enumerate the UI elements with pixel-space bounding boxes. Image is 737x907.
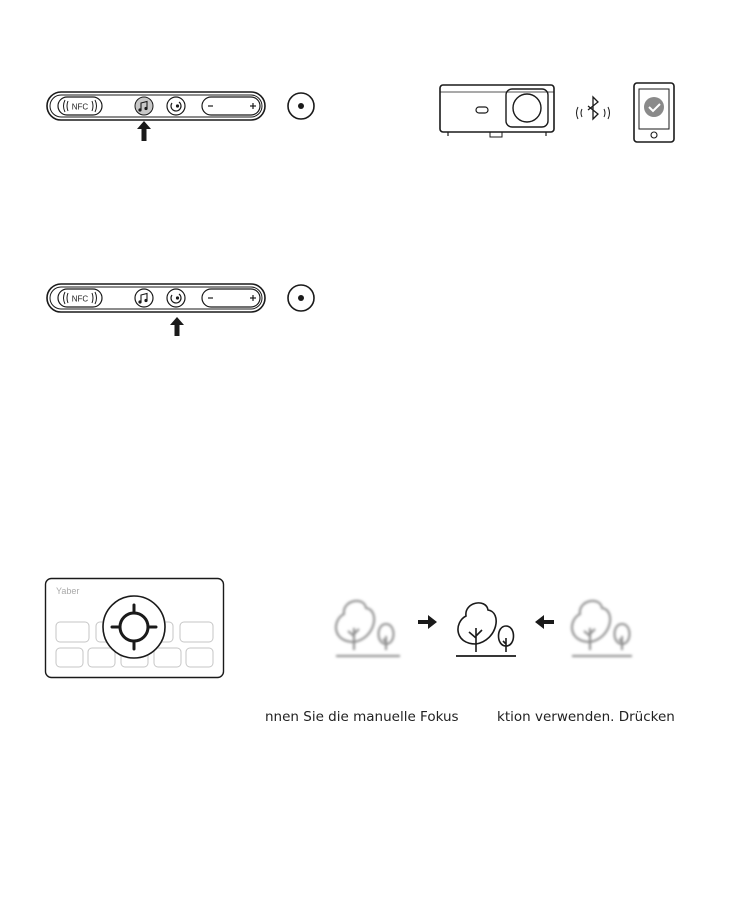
button-panel-1-graphic [44, 88, 324, 148]
focus-button[interactable] [167, 97, 185, 115]
up-arrow-icon [170, 317, 184, 336]
blurry-tree-left-icon [336, 601, 400, 656]
right-arrow-icon [418, 615, 437, 629]
nfc-button[interactable] [58, 289, 102, 307]
bluetooth-pairing-illustration [436, 80, 682, 148]
focus-button[interactable] [167, 289, 185, 307]
blurry-tree-right-icon [572, 601, 632, 656]
remote-control-illustration [44, 577, 226, 681]
focus-trees-illustration [326, 590, 648, 666]
sharp-tree-icon [456, 603, 516, 656]
phone-icon [634, 83, 674, 142]
nfc-label: NFC [71, 102, 89, 112]
button-panel-2 [44, 280, 324, 340]
button-panel-2-graphic [44, 280, 324, 340]
up-arrow-icon [137, 121, 151, 141]
left-arrow-icon [535, 615, 554, 629]
nfc-button[interactable] [58, 97, 102, 115]
music-button[interactable] [135, 289, 153, 307]
button-panel-1 [44, 88, 324, 148]
bluetooth-pairing-graphic [436, 80, 682, 148]
remote-brand-label: Yaber [56, 586, 80, 596]
power-button[interactable] [288, 93, 314, 119]
volume-button[interactable] [202, 289, 260, 307]
caption-right: ktion verwenden. Drücken [497, 709, 675, 725]
caption-left: nnen Sie die manuelle Fokus [265, 709, 459, 725]
dpad-icon[interactable] [103, 596, 165, 658]
volume-button[interactable] [202, 97, 260, 115]
nfc-label: NFC [71, 294, 89, 304]
check-icon [644, 97, 664, 117]
power-button[interactable] [288, 285, 314, 311]
remote-control-graphic [44, 577, 226, 681]
music-button[interactable] [135, 97, 153, 115]
focus-trees-graphic [326, 590, 648, 666]
bluetooth-icon [577, 97, 610, 119]
projector-icon [440, 85, 554, 137]
